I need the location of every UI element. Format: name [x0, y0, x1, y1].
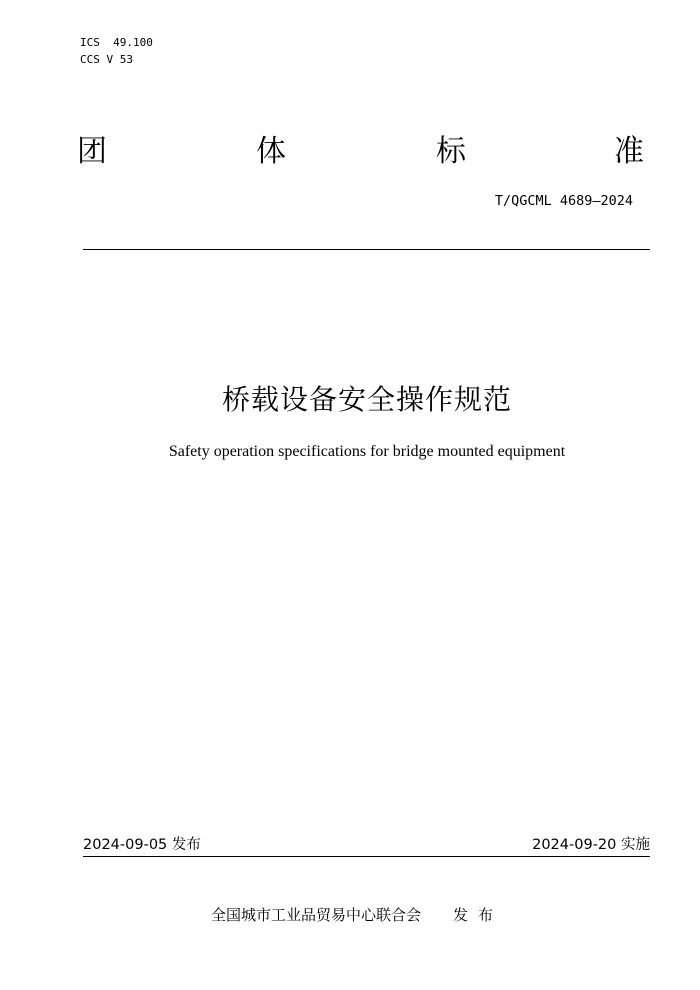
- standard-type-char-2: 体: [256, 134, 286, 169]
- publisher-label: 发布: [453, 906, 504, 924]
- publisher-name: 全国城市工业品贸易中心联合会: [210, 906, 421, 924]
- title-english: Safety operation specifications for bridge mounted equipment: [168, 443, 566, 460]
- standard-type-char-1: 团: [77, 134, 107, 169]
- implement-date: 2024-09-20 实施: [532, 837, 650, 853]
- title-chinese: 桥载设备安全操作规范: [221, 383, 512, 416]
- ccs-code: CCS V 53: [80, 53, 133, 66]
- standard-type-char-4: 准: [614, 134, 644, 169]
- publisher-line: [0, 905, 700, 925]
- top-divider: [83, 249, 650, 250]
- standard-type-char-3: 标: [436, 134, 466, 169]
- bottom-divider: [83, 856, 650, 857]
- standard-number: T/QGCML 4689—2024: [494, 193, 633, 209]
- ics-code: ICS 49.100: [80, 36, 153, 49]
- publish-date: 2024-09-05 发布: [83, 837, 201, 853]
